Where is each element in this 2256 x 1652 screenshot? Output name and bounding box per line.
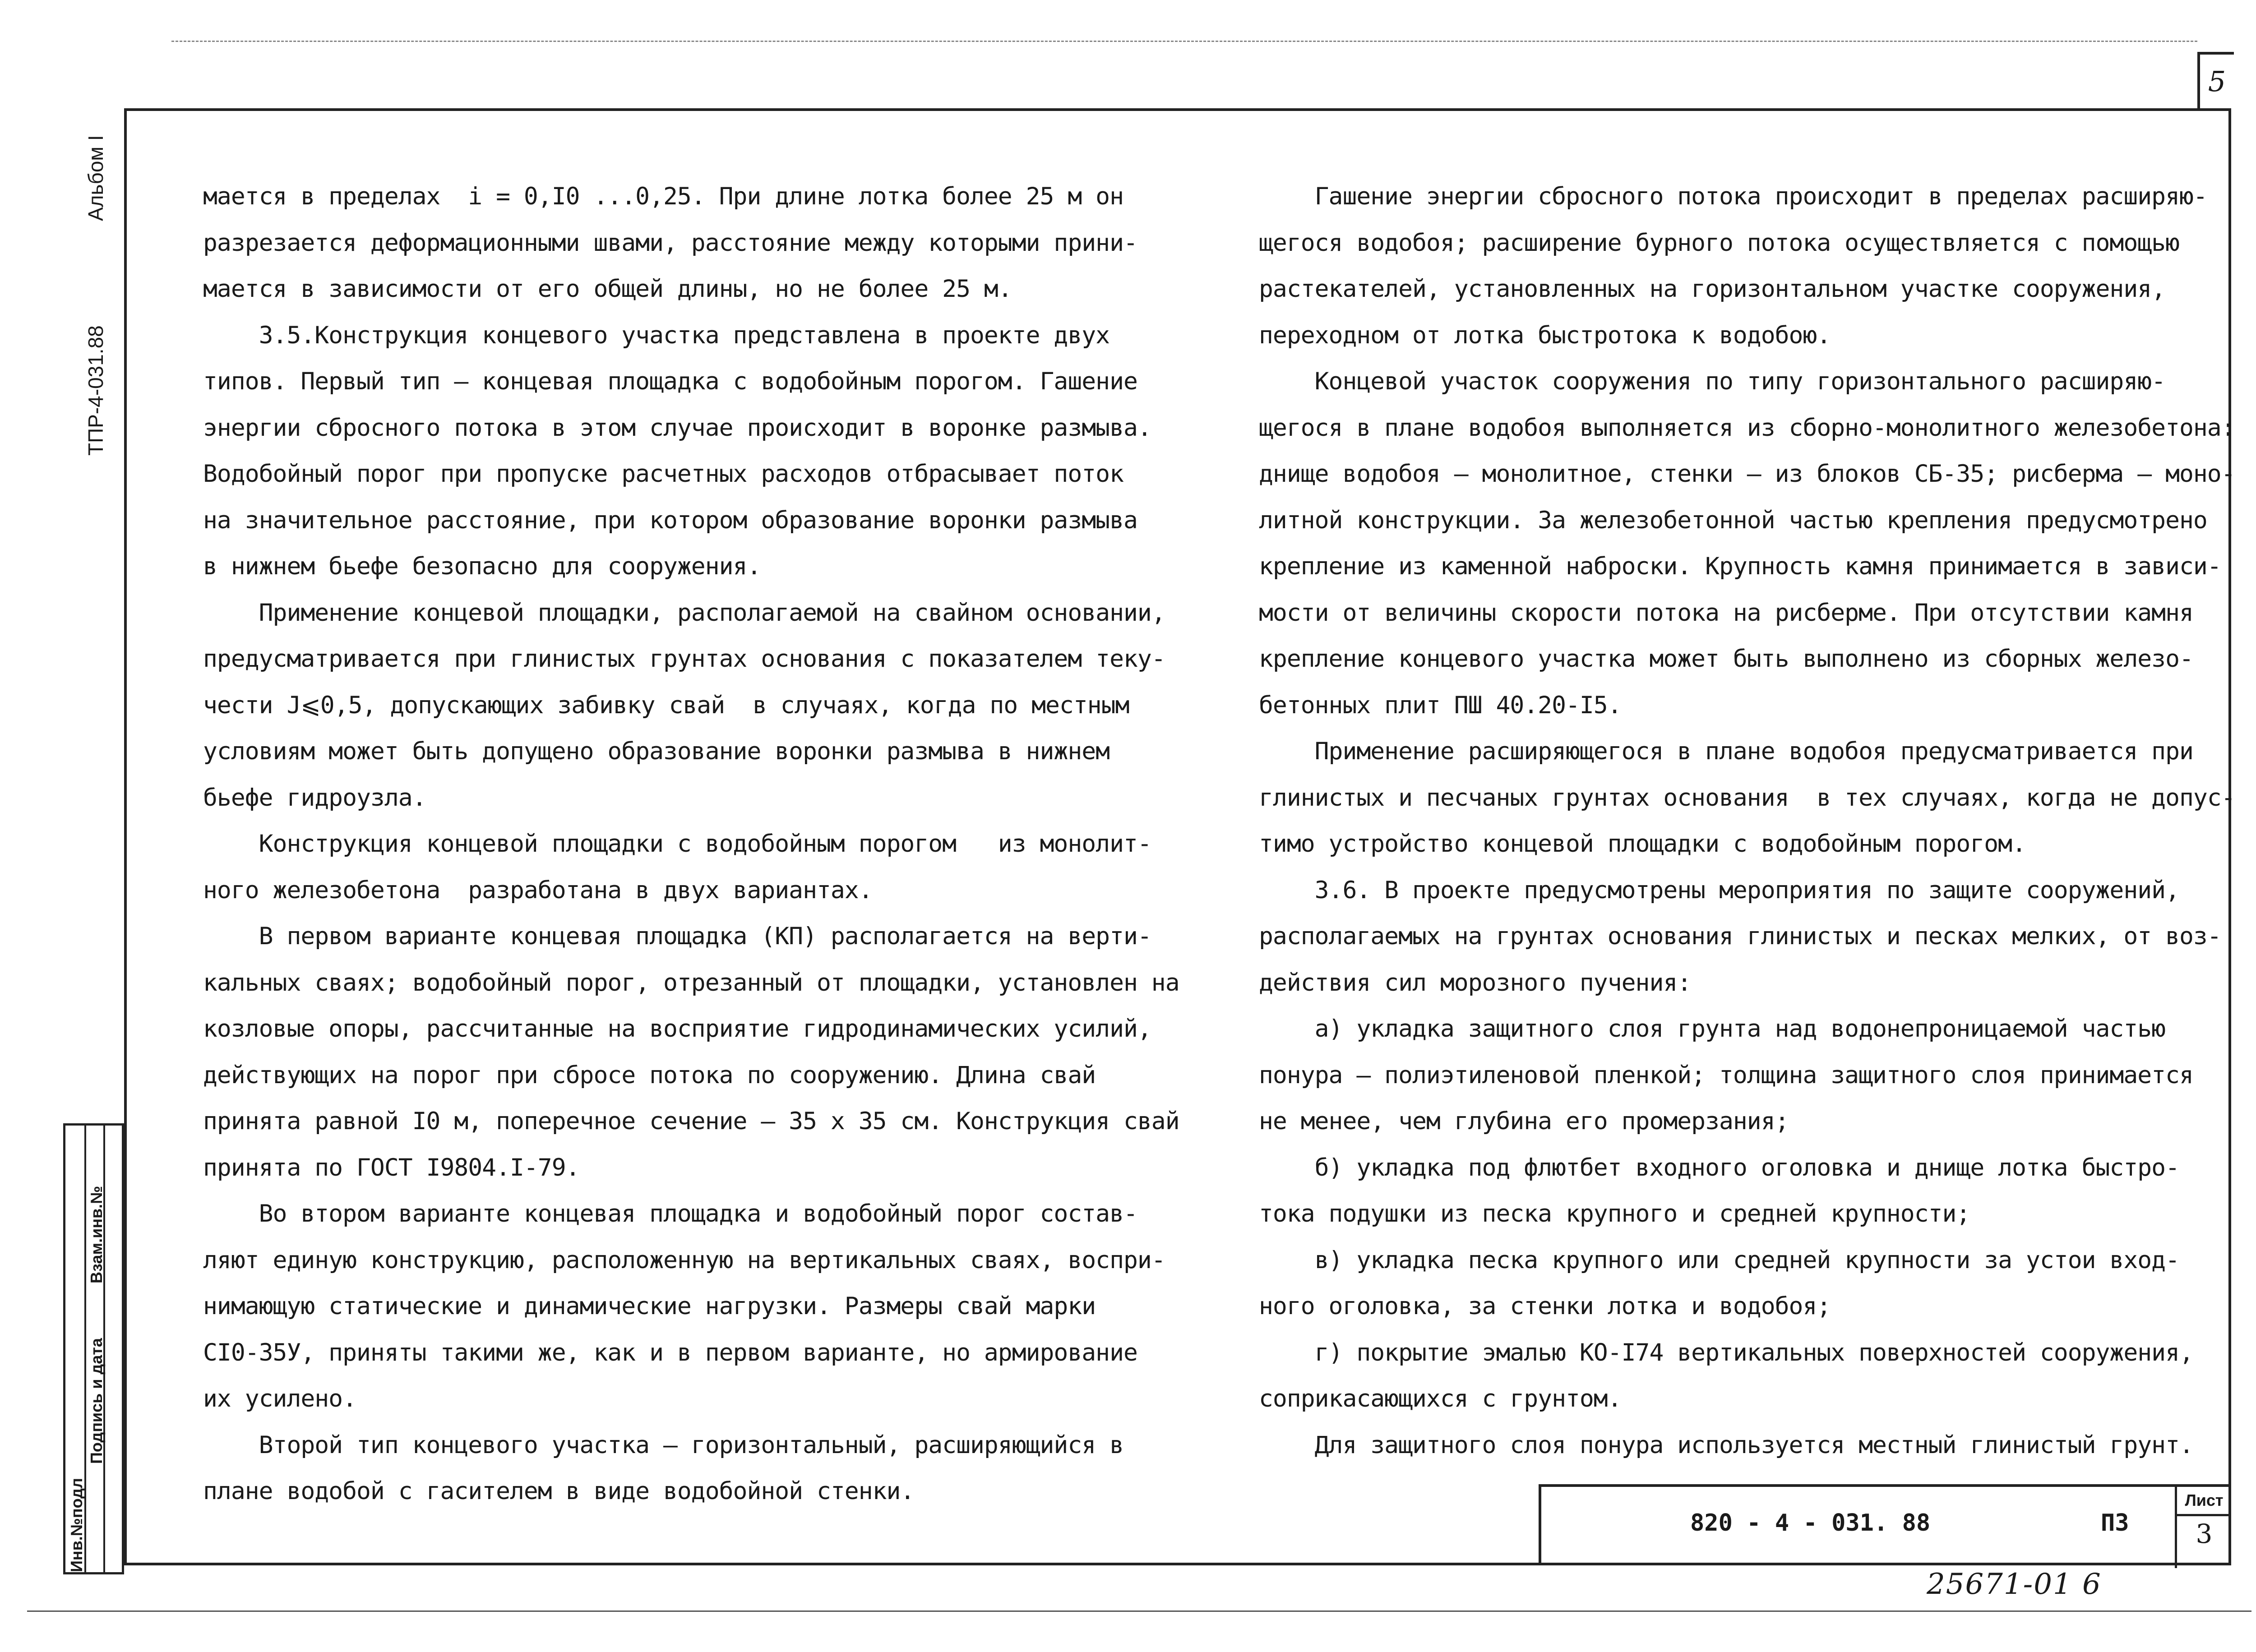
text-line: Для защитного слоя понура используется местный глинистый грунт. [1259, 1431, 2193, 1459]
text-line: СI0-35У, приняты такими же, как и в первом варианте, но армирование [203, 1338, 1137, 1366]
text-line: Применение расширяющегося в плане водобоя предусматривается при [1259, 738, 2193, 765]
text-line: днище водобоя – монолитное, стенки – из блоков СБ-35; рисберма – моно- [1259, 460, 2235, 488]
document-code-label: ТПР-4-031.88 [84, 325, 107, 456]
text-line: 3.6. В проекте предусмотрены мероприятия по защите сооружений, [1259, 876, 2179, 904]
text-line: нимающую статические и динамические нагрузки. Размеры свай марки [203, 1292, 1096, 1320]
text-line: принята равной I0 м, поперечное сечение – 35 х 35 см. Конструкция свай [203, 1107, 1179, 1135]
text-line: понура – полиэтиленовой пленкой; толщина защитного слоя принимается [1259, 1061, 2193, 1089]
text-line: чести J⩽0,5, допускающих забивку свай в случаях, когда по местным [203, 691, 1129, 719]
text-line: литной конструкции. За железобетонной частью крепления предусмотрено [1259, 506, 2207, 534]
text-line: 3.5.Конструкция концевого участка представлена в проекте двух [203, 321, 1110, 349]
text-line: кальных сваях; водобойный порог, отрезанный от площадки, установлен на [203, 969, 1179, 997]
text-line: принята по ГОСТ I9804.I-79. [203, 1154, 580, 1181]
text-line: Водобойный порог при пропуске расчетных расходов отбрасывает поток [203, 460, 1123, 488]
text-line: энергии сбросного потока в этом случае происходит в воронке размыва. [203, 414, 1151, 442]
text-line: разрезается деформационными швами, расстояние между которыми прини- [203, 229, 1137, 257]
text-line: действия сил морозного пучения: [1259, 969, 1692, 997]
page-number: 5 [2197, 52, 2234, 111]
text-line: тока подушки из песка крупного и средней крупности; [1259, 1200, 1970, 1227]
bottom-rule [27, 1610, 2251, 1612]
sheet-cell [2175, 1487, 2231, 1568]
text-line: крепление концевого участка может быть выполнено из сборных железо- [1259, 645, 2193, 673]
text-line: г) покрытие эмалью КО-I74 вертикальных поверхностей сооружения, [1259, 1338, 2193, 1366]
title-block-code: 820 - 4 - 031. 88 [1690, 1509, 1931, 1537]
signature-stamp-block [63, 1123, 124, 1574]
text-line: их усилено. [203, 1385, 356, 1412]
text-line: предусматривается при глинистых грунтах основания с показателем теку- [203, 645, 1165, 673]
sheet-number: 3 [2196, 1518, 2213, 1549]
text-line: ного железобетона разработана в двух вариантах. [203, 876, 873, 904]
text-line: бьефе гидроузла. [203, 784, 426, 812]
handwritten-note: 25671-01 6 [1927, 1568, 2102, 1601]
text-line: Гашение энергии сбросного потока происходит в пределах расширяю- [1259, 183, 2207, 210]
text-line: в нижнем бьефе безопасно для сооружения. [203, 553, 761, 580]
text-line: б) укладка под флютбет входного оголовка и днище лотка быстро- [1259, 1154, 2179, 1181]
title-block [1539, 1484, 2231, 1565]
text-line: щегося в плане водобоя выполняется из сборно-монолитного железобетона: [1259, 414, 2235, 442]
text-line: типов. Первый тип – концевая площадка с водобойным порогом. Гашение [203, 368, 1137, 395]
stamp-label-signature-date: Подпись и дата [87, 1338, 106, 1464]
text-line: бетонных плит ПШ 40.20-I5. [1259, 691, 1622, 719]
text-line: тимо устройство концевой площадки с водобойным порогом. [1259, 830, 2026, 858]
text-line: растекателей, установленных на горизонтальном участке сооружения, [1259, 275, 2166, 303]
scan-edge-line [171, 41, 2197, 42]
text-line: ляют единую конструкцию, расположенную на вертикальных сваях, воспри- [203, 1246, 1165, 1274]
text-line: В первом варианте концевая площадка (КП) располагается на верти- [203, 923, 1151, 950]
text-line: а) укладка защитного слоя грунта над водонепроницаемой частью [1259, 1015, 2166, 1043]
text-line: на значительное расстояние, при котором образование воронки размыва [203, 506, 1137, 534]
text-line: переходном от лотка быстротока к водобою. [1259, 321, 1831, 349]
text-line: ного оголовка, за стенки лотка и водобоя; [1259, 1292, 1831, 1320]
text-line: располагаемых на грунтах основания глинистых и песках мелких, от воз- [1259, 923, 2221, 950]
text-line: мается в зависимости от его общей длины, но не более 25 м. [203, 275, 1012, 303]
text-line: Концевой участок сооружения по типу горизонтального расширяю- [1259, 368, 2166, 395]
stamp-label-inv-podl: Инв.№подл [67, 1478, 86, 1572]
album-label: Альбом I [84, 135, 107, 221]
text-line: мается в пределах i = 0,I0 ...0,25. При длине лотка более 25 м он [203, 183, 1123, 210]
text-line: щегося водобоя; расширение бурного потока осуществляется с помощью [1259, 229, 2179, 257]
left-text-column [203, 174, 1187, 1515]
text-line: Конструкция концевой площадки с водобойным порогом из монолит- [203, 830, 1151, 858]
text-line: не менее, чем глубина его промерзания; [1259, 1107, 1789, 1135]
right-text-column [1259, 174, 2235, 1468]
text-line: глинистых и песчаных грунтах основания в тех случаях, когда не допус- [1259, 784, 2235, 812]
text-line: условиям может быть допущено образование воронки размыва в нижнем [203, 738, 1110, 765]
text-line: действующих на порог при сбросе потока по сооружению. Длина свай [203, 1061, 1096, 1089]
text-line: плане водобой с гасителем в виде водобойной стенки. [203, 1477, 915, 1505]
text-line: мости от величины скорости потока на рисберме. При отсутствии камня [1259, 599, 2193, 627]
sheet-label: Лист [2177, 1487, 2231, 1516]
text-line: крепление из каменной наброски. Крупность камня принимается в зависи- [1259, 553, 2221, 580]
text-line: Применение концевой площадки, располагаемой на свайном основании, [203, 599, 1165, 627]
title-block-section: ПЗ [2101, 1509, 2129, 1537]
text-line: Второй тип концевого участка – горизонтальный, расширяющийся в [203, 1431, 1123, 1459]
text-line: соприкасающихся с грунтом. [1259, 1385, 1622, 1412]
text-line: козловые опоры, рассчитанные на восприятие гидродинамических усилий, [203, 1015, 1151, 1043]
stamp-label-vzam-inv: Взам.инв.№ [87, 1186, 106, 1283]
text-line: в) укладка песка крупного или средней крупности за устои вход- [1259, 1246, 2179, 1274]
text-line: Во втором варианте концевая площадка и водобойный порог состав- [203, 1200, 1137, 1227]
